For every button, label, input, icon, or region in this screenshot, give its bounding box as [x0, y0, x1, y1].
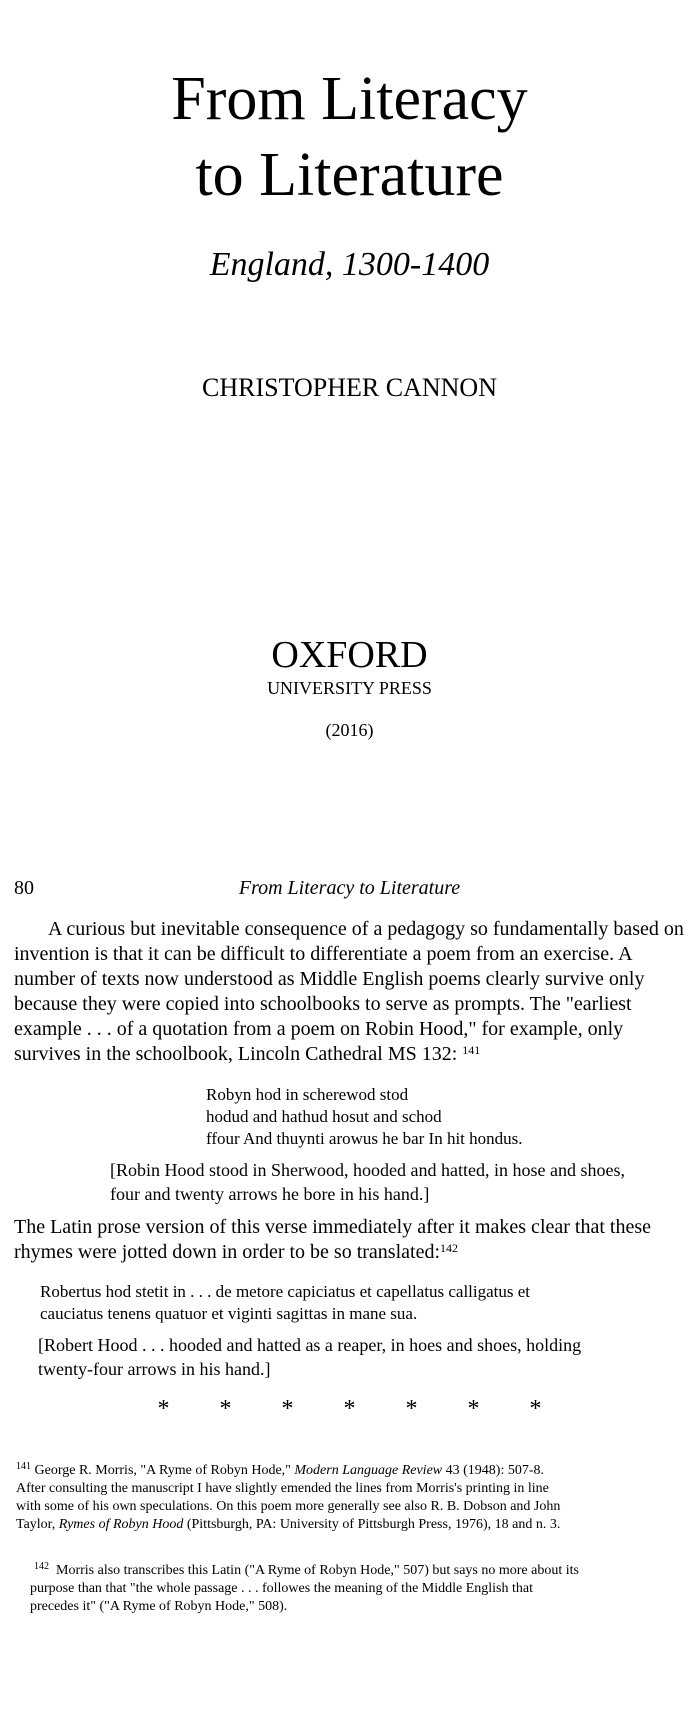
footnote-text: (Pittsburgh, PA: University of Pittsburgh Press, 1976), 18 and n. 3.: [183, 1517, 561, 1532]
running-head: From Literacy to Literature: [238, 877, 461, 899]
verse-line: hodud and hathud hosut and schod: [206, 1107, 442, 1126]
verse-line: Robyn hod in scherewod stod: [206, 1085, 409, 1104]
publication-year: (2016): [325, 720, 374, 740]
footnote-text: Morris also transcribes this Latin ("A Ryme of Robyn Hode," 507) but says no more about its purpose than that "the whole passage . . . followes the meaning of the Middle English that precedes it" ("A Ryme of Robyn Hode," 508).: [30, 1563, 579, 1614]
verse-quotation: [206, 1084, 523, 1150]
body-paragraph: [14, 1215, 686, 1265]
author-name: CHRISTOPHER CANNON: [202, 373, 497, 402]
latin-line: cauciatus tenens quatuor et viginti sagittas in mane sua.: [40, 1304, 418, 1323]
footnote-reference[interactable]: 142: [440, 1241, 458, 1255]
translation-line: [Robert Hood . . . hooded and hatted as a reaper, in hoes and shoes, holding: [38, 1335, 582, 1355]
book-title-line-1: From Literacy: [171, 65, 528, 133]
footnote-text: George R. Morris, "A Ryme of Robyn Hode,": [34, 1463, 295, 1478]
latin-quotation: [40, 1281, 600, 1325]
paragraph-text: The Latin prose version of this verse immediately after it makes clear that these rhymes were jotted down in order to be so translated:: [14, 1216, 651, 1263]
translation-line: twenty-four arrows in his hand.]: [38, 1359, 271, 1379]
footnote-mark: 142: [34, 1561, 49, 1572]
section-separator: * * * * * * *: [157, 1396, 564, 1422]
body-paragraph: [14, 917, 686, 1067]
footnote-141: [16, 1462, 576, 1534]
latin-line: Robertus hod stetit in . . . de metore capiciatus et capellatus calligatus et: [40, 1282, 531, 1301]
verse-translation: [110, 1158, 625, 1206]
footnote-mark: 141: [16, 1461, 31, 1472]
latin-translation: [38, 1333, 638, 1381]
translation-line: [Robin Hood stood in Sherwood, hooded and hatted, in hose and shoes,: [110, 1160, 625, 1180]
book-title: Rymes of Robyn Hood: [58, 1517, 184, 1532]
paragraph-text: A curious but inevitable consequence of a pedagogy so fundamentally based on invention is that it can be difficult to differentiate a poem from an exercise. A number of texts now understood as Middle English poems clearly survive only because they were copied into schoolbooks to serve as prompts. The "earliest example . . . of a quotation from a poem on Robin Hood," for example, only survives in the schoolbook, Lincoln Cathedral MS 132:: [14, 918, 684, 1065]
journal-title: Modern Language Review: [294, 1463, 443, 1478]
footnote-text: 43 (1948): 507-8. After consulting the manuscript I have slightly emended the lines from Morris's printing in line with some of his own speculations. On this poem more generally see also R. B. Dobson and John Taylor,: [16, 1463, 561, 1532]
book-title-line-2: to Literature: [195, 141, 504, 209]
page-number: 80: [14, 877, 34, 899]
verse-line: ffour And thuynti arowus he bar In hit hondus.: [206, 1129, 523, 1148]
translation-line: four and twenty arrows he bore in his hand.]: [110, 1184, 430, 1204]
publisher-subtitle: UNIVERSITY PRESS: [267, 678, 432, 698]
book-subtitle: England, 1300-1400: [209, 246, 490, 283]
publisher-name: OXFORD: [271, 634, 428, 676]
footnote-142: [30, 1562, 580, 1616]
footnote-reference[interactable]: 141: [462, 1043, 481, 1057]
